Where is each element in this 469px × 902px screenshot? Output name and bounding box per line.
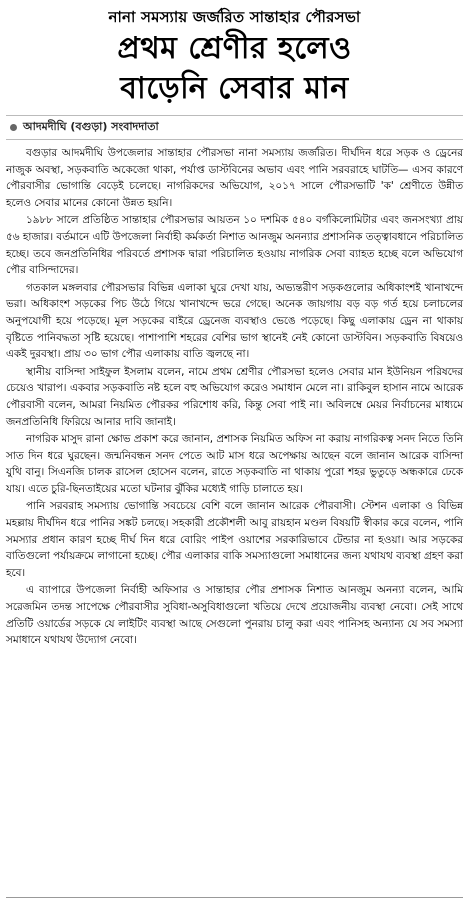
paragraph: গতকাল মঙ্গলবার পৌরসভার বিভিন্ন এলাকা ঘুরে দেখা যায়, অভ্যন্তরীণ সড়কগুলোর অধিকাংশই খানাখন্দে ভরা। অধিকাংশ সড়কের পিচ উঠে গিয়ে খানাখন্দে ভরে গেছে। অনেক জায়গায় বড় বড় গর্ত হয়ে চলাচলের অনুপযোগী হয়ে পড়েছে। মূল সড়কের বাইরে ড্রেনেজ ব্যবস্থাও ভেঙে পড়েছে। কিছু এলাকায় ড্রেন না থাকায় বৃষ্টিতে পানিবদ্ধতা সৃষ্টি হয়েছে। পাশাপাশি শহরের বেশির ভাগ স্থানেই নেই কোনো ডাস্টবিন। সড়কবাতি বিষয়েও একই দুরবস্থা। প্রায় ৩০ ভাগ পৌর এলাকায় বাতি জ্বলছে না। bbox=[6, 281, 463, 361]
bullet-icon bbox=[10, 124, 17, 131]
paragraph: পানি সরবরাহ সমস্যায় ভোগান্তি সবচেয়ে বেশি বলে জানান আরেক পৌরবাসী। স্টেশন এলাকা ও বিভিন্ন মহল্লায় দীর্ঘদিন ধরে পানির সঙ্কট চলছে। সহকারী প্রকৌশলী আবু রায়হান মণ্ডল বিষয়টি স্বীকার করে বলেন, পানি সমস্যার প্রধান কারণ হচ্ছে দীর্ঘ দিন ধরে বোরিং পাইপ ওয়াশের সরকারিভাবে টেন্ডার না হওয়া। আর সড়কের বাতিগুলো পর্যায়ক্রমে লাগানো হচ্ছে। পৌর এলাকার বাকি সমস্যাগুলো সমাধানের জন্য যথাযথ ব্যবস্থা গ্রহণ করা হবে। bbox=[6, 500, 463, 579]
paragraph: ১৯৮৮ সালে প্রতিষ্ঠিত সান্তাহার পৌরসভার আয়তন ১০ দশমিক ৫৪০ বর্গকিলোমিটার এবং জনসংখ্যা প্রায় ৫৬ হাজার। বর্তমানে এটি উপজেলা নির্বাহী কর্মকর্তা নিশাত আনজুম অনন্যার প্রশাসনিক তত্ত্বাবধানে পরিচালিত হচ্ছে। তবে জনপ্রতিনিধির পরিবর্তে প্রশাসক দ্বারা পরিচালিত হওয়ায় নাগরিক সেবা ব্যাহত হচ্ছে বলে অভিযোগ পৌর বাসিন্দাদের। bbox=[6, 214, 463, 277]
byline: আদমদীঘি (বগুড়া) সংবাদদাতা bbox=[23, 120, 159, 133]
paragraph: স্থানীয় বাসিন্দা সাইফুল ইসলাম বলেন, নামে প্রথম শ্রেণীর পৌরসভা হলেও সেবার মান ইউনিয়ন পরিষদের চেয়েও খারাপ। একবার সড়কবাতি নষ্ট হলে বহু অভিযোগ করেও সমাধান মেলে না। রাকিবুল হাসান নামে আরেক পৌরবাসী বলেন, আমরা নিয়মিত পৌরকর পরিশোধ করি, কিন্তু সেবা পাই না। অবিলম্বে মেয়র নির্বাচনের মাধ্যমে জনপ্রতিনিধি ফিরিয়ে আনার দাবি জানাই। bbox=[6, 365, 463, 428]
headline-line-1: প্রথম শ্রেণীর হলেও bbox=[117, 31, 352, 66]
article-body bbox=[6, 145, 463, 649]
byline-bar bbox=[6, 115, 463, 140]
paragraph: নাগরিক মাসুদ রানা ক্ষোভ প্রকাশ করে জানান, প্রশাসক নিয়মিত অফিস না করায় নাগরিকত্ব সনদ নিতে তিনি সাত দিন ধরে ঘুরছেন। জন্মনিবন্ধন সনদ পেতে আট মাস ধরে অপেক্ষায় আছেন বলে জানান আরেক বাসিন্দা যুথি বানু। সিএনজি চালক রাসেল হোসেন বলেন, রাতে সড়কবাতি না থাকায় পুরো শহর ভুতুড়ে অন্ধকারে ঢেকে যায়। এতে চুরি-ছিনতাইয়ের মতো ঘটনার ঝুঁকির মধ্যেই গাড়ি চালাতে হয়। bbox=[6, 433, 463, 495]
kicker-headline: নানা সমস্যায় জর্জরিত সান্তাহার পৌরসভা bbox=[108, 8, 361, 26]
paragraph: এ ব্যাপারে উপজেলা নির্বাহী অফিসার ও সান্তাহার পৌর প্রশাসক নিশাত আনজুম অনন্যা বলেন, আমি সরেজমিন তদন্ত সাপেক্ষে পৌরবাসীর সুবিধা-অসুবিধাগুলো খতিয়ে দেখে প্রয়োজনীয় ব্যবস্থা নেবো। সেই সাথে প্রতিটি ওয়ার্ডের সড়কে যে লাইটিং ব্যবস্থা আছে সেগুলো পুনরায় চালু করা এবং পানিসহ অন্যান্য যে সব সমস্যা সমাধানে যথাযথ উদ্যোগ নেবো। bbox=[6, 584, 463, 647]
paragraph: বগুড়ার আদমদীঘি উপজেলার সান্তাহার পৌরসভা নানা সমস্যায় জর্জরিত। দীর্ঘদিন ধরে সড়ক ও ড্রেনের নাজুক অবস্থা, সড়কবাতি অকেজো থাকা, পর্যাপ্ত ডাস্টবিনের অভাব এবং পানি সরবরাহে ঘাটতি— এসব কারণে পৌরবাসীর ভোগান্তি বেড়েই চলেছে। নাগরিকদের অভিযোগ, ২০১৭ সালে পৌরসভাটি 'ক' শ্রেণীতে উন্নীত হলেও সেবার মানের কোনো উন্নত হয়নি। bbox=[6, 147, 463, 209]
bottom-divider bbox=[6, 897, 463, 898]
headline-line-2: বাড়েনি সেবার মান bbox=[120, 71, 349, 106]
